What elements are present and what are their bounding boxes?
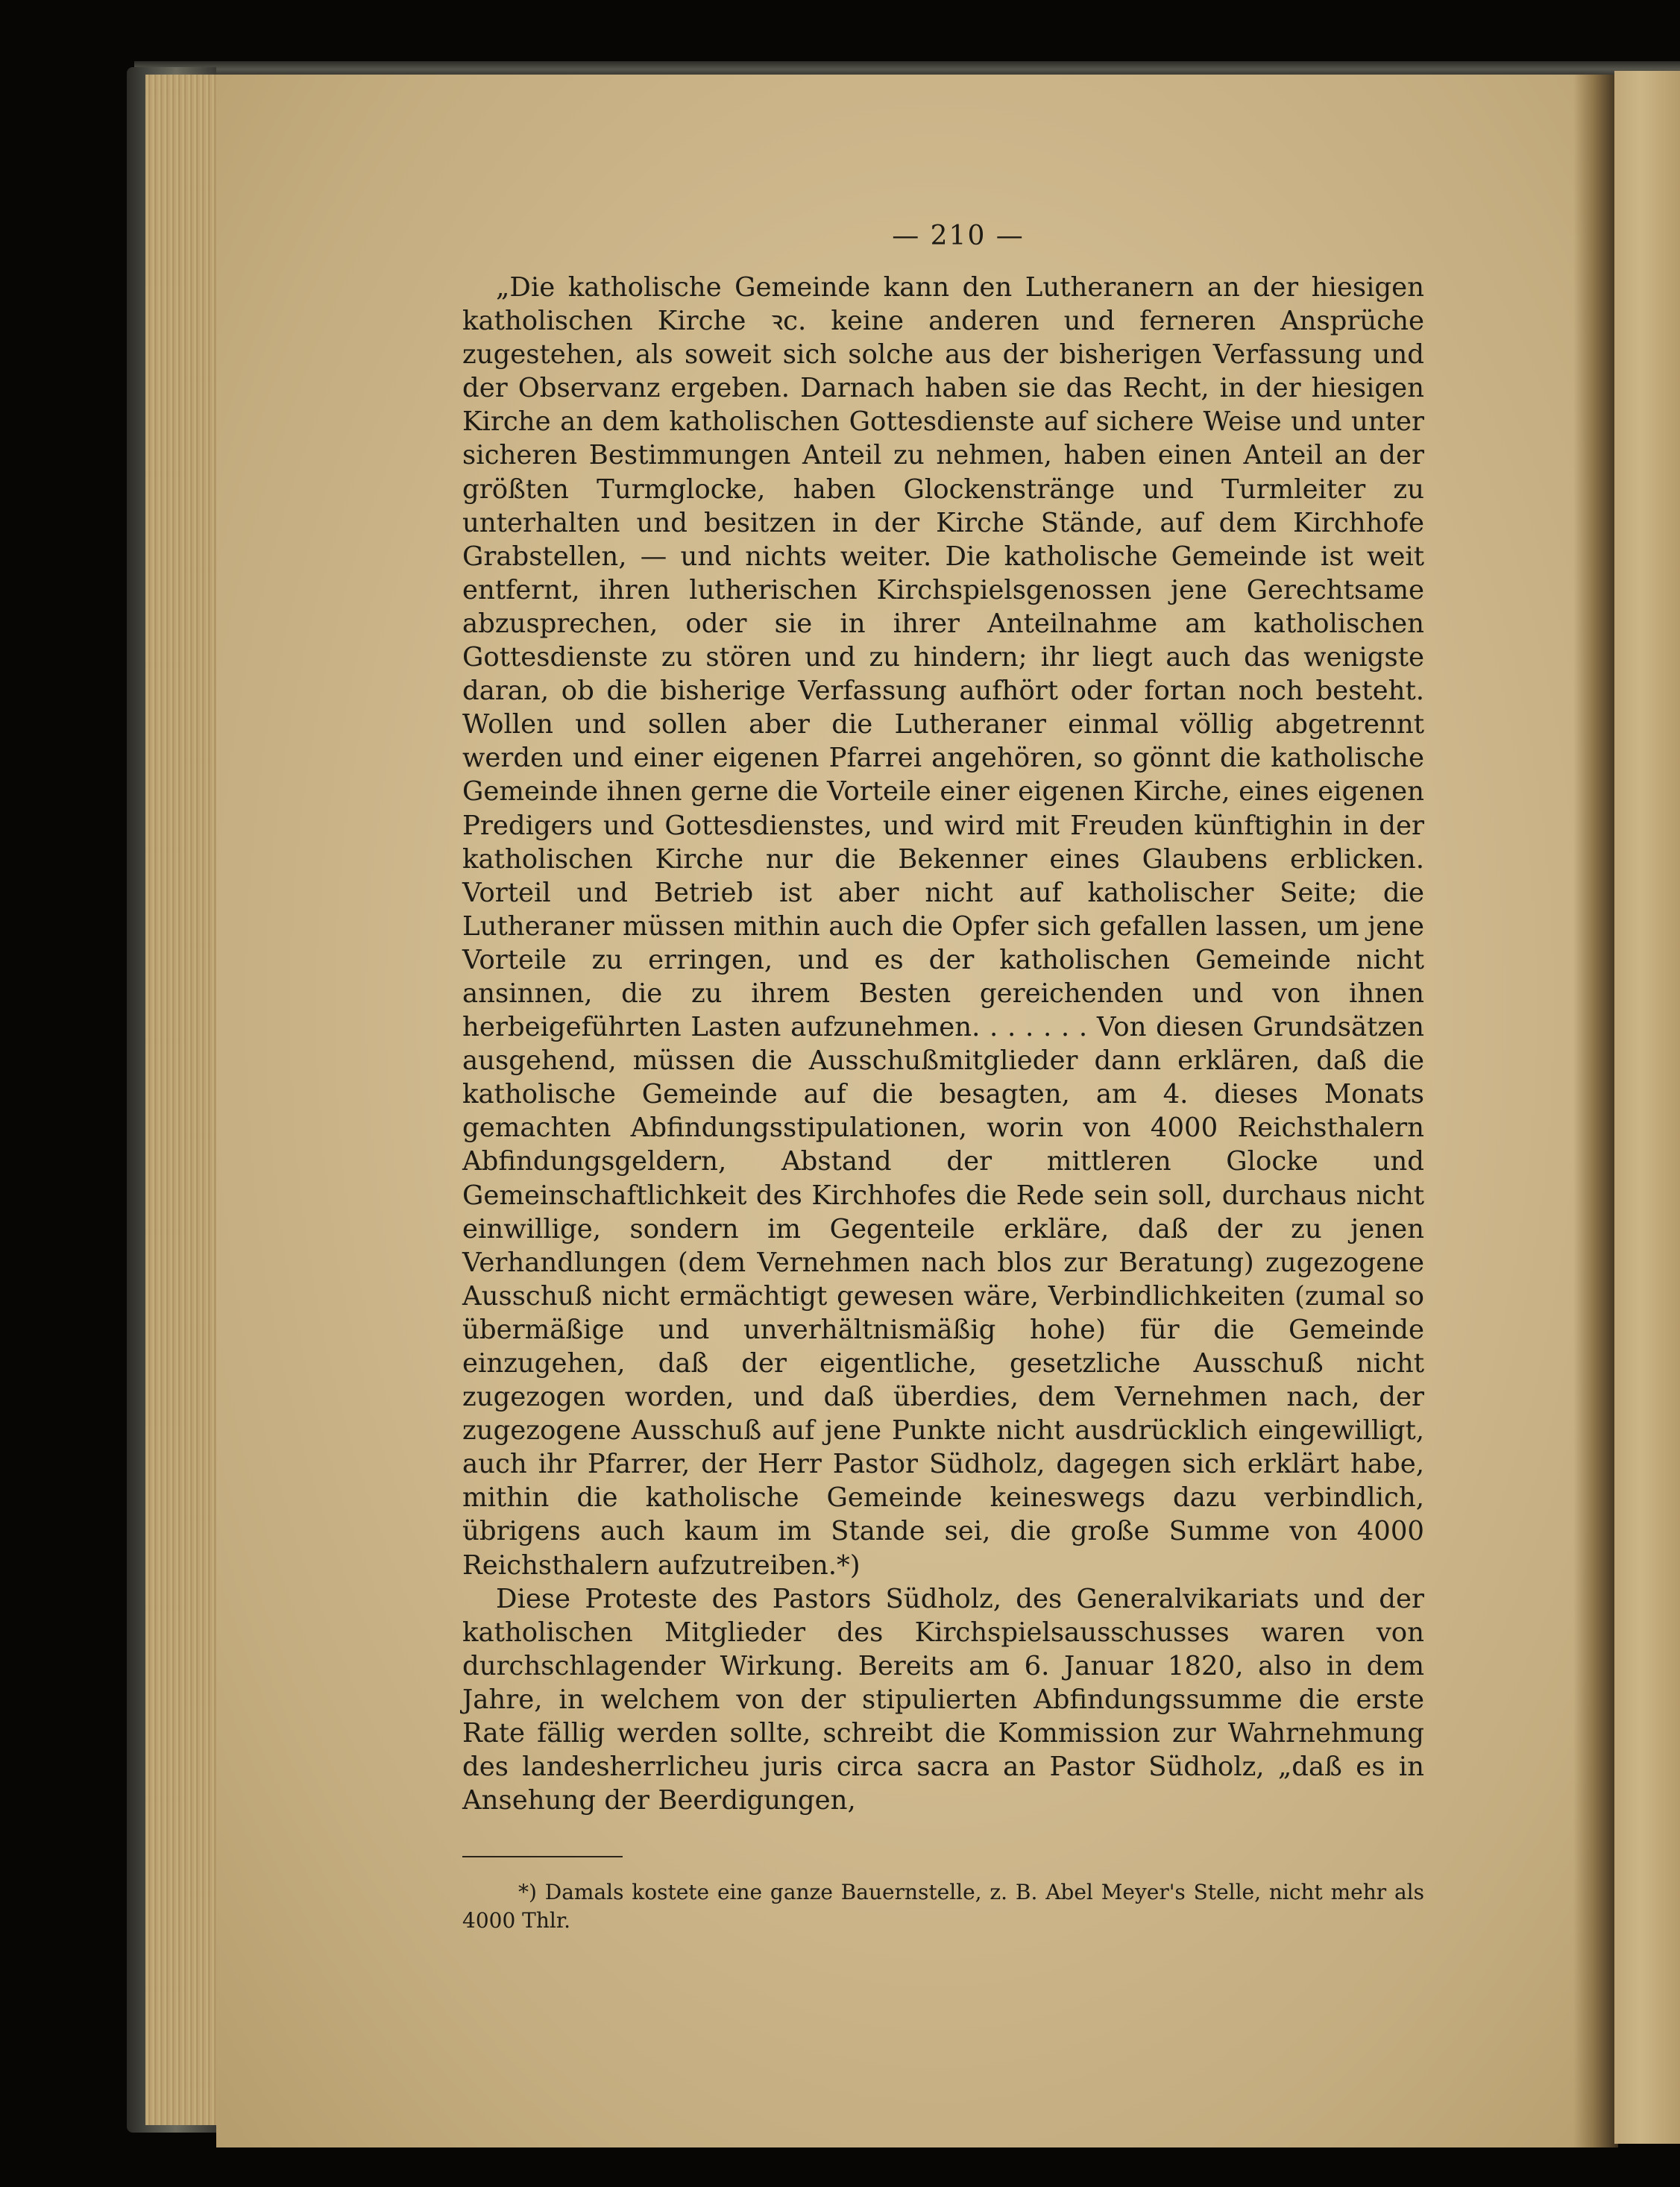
page-stack-edge [145,75,227,2125]
page-gutter [1573,75,1618,2147]
page-text-block [462,221,1424,1935]
paragraph-quote: „Die katholische Gemeinde kann den Lutheranern an der hiesigen katholischen Kirche ꝛc. keine anderen und ferneren Ansprüche zugestehen, als soweit sich solche aus der bisherigen Verfassung und der Observanz ergeben. Darnach haben sie das Recht, in der hiesigen Kirche an dem katholischen Gottesdienste auf sichere Weise und unter sicheren Bestimmungen Anteil zu nehmen, haben einen Anteil an der größten Turmglocke, haben Glockenstränge und Turmleiter zu unterhalten und besitzen in der Kirche Stände, auf dem Kirchhofe Grabstellen, — und nichts weiter. Die katholische Gemeinde ist weit entfernt, ihren lutherischen Kirchspielsgenossen jene Gerechtsame abzusprechen, oder sie in ihrer Anteilnahme am katholischen Gottesdienste zu stören und zu hindern; ihr liegt auch das wenigste daran, ob die bisherige Verfassung aufhört oder fortan noch besteht. Wollen und sollen aber die Lutheraner einmal völlig abgetrennt werden und einer eigenen Pfarrei angehören, so gönnt die katholische Gemeinde ihnen gerne die Vorteile einer eigenen Kirche, eines eigenen Predigers und Gottesdienstes, und wird mit Freuden künftighin in der katholischen Kirche nur die Bekenner eines Glaubens erblicken. Vorteil und Betrieb ist aber nicht auf katholischer Seite; die Lutheraner müssen mithin auch die Opfer sich gefallen lassen, um jene Vorteile zu erringen, und es der katholischen Gemeinde nicht ansinnen, die zu ihrem Besten gereichenden und von ihnen herbeigeführten Lasten aufzunehmen. . . . . . . Von diesen Grundsätzen ausgehend, müssen die Ausschußmitglieder dann erklären, daß die katholische Gemeinde auf die besagten, am 4. dieses Monats gemachten Abfindungsstipulationen, worin von 4000 Reichsthalern Abfindungsgeldern, Abstand der mittleren Glocke und Gemeinschaftlichkeit des Kirchhofes die Rede sein soll, durchaus nicht einwillige, sondern im Gegenteile erkläre, daß der zu jenen Verhandlungen (dem Vernehmen nach blos zur Beratung) zugezogene Ausschuß nicht ermächtigt gewesen wäre, Verbindlichkeiten (zumal so übermäßige und unverhältnismäßig hohe) für die Gemeinde einzugehen, daß der eigentliche, gesetzliche Ausschuß nicht zugezogen worden, und daß überdies, dem Vernehmen nach, der zugezogene Ausschuß auf jene Punkte nicht ausdrücklich eingewilligt, auch ihr Pfarrer, der Herr Pastor Südholz, dagegen sich erklärt habe, mithin die katholische Gemeinde keineswegs dazu verbindlich, übrigens auch kaum im Stande sei, die große Summe von 4000 Reichsthalern aufzutreiben.*) [462,272,1424,1581]
page-number: — 210 — [892,221,1025,251]
paragraph-protests: Diese Proteste des Pastors Südholz, des Generalvikariats und der katholischen Mitglieder des Kirchspielsausschusses waren von durchschlagender Wirkung. Bereits am 6. Januar 1820, also in dem Jahre, in welchem von der stipulierten Abfindungssumme die erste Rate fällig werden sollte, schreibt die Kommission zur Wahrnehmung des landesherrlicheu juris circa sacra an Pastor Südholz, „daß es in Ansehung der Beerdigungen, [462,1583,1424,1816]
page-body [462,271,1424,1817]
footnote-rule [462,1856,623,1857]
facing-page-edge [1614,71,1680,2144]
footnote: *) Damals kostete eine ganze Bauernstelle, z. B. Abel Meyer's Stelle, nicht mehr als 4000 Thlr. [462,1880,1424,1933]
